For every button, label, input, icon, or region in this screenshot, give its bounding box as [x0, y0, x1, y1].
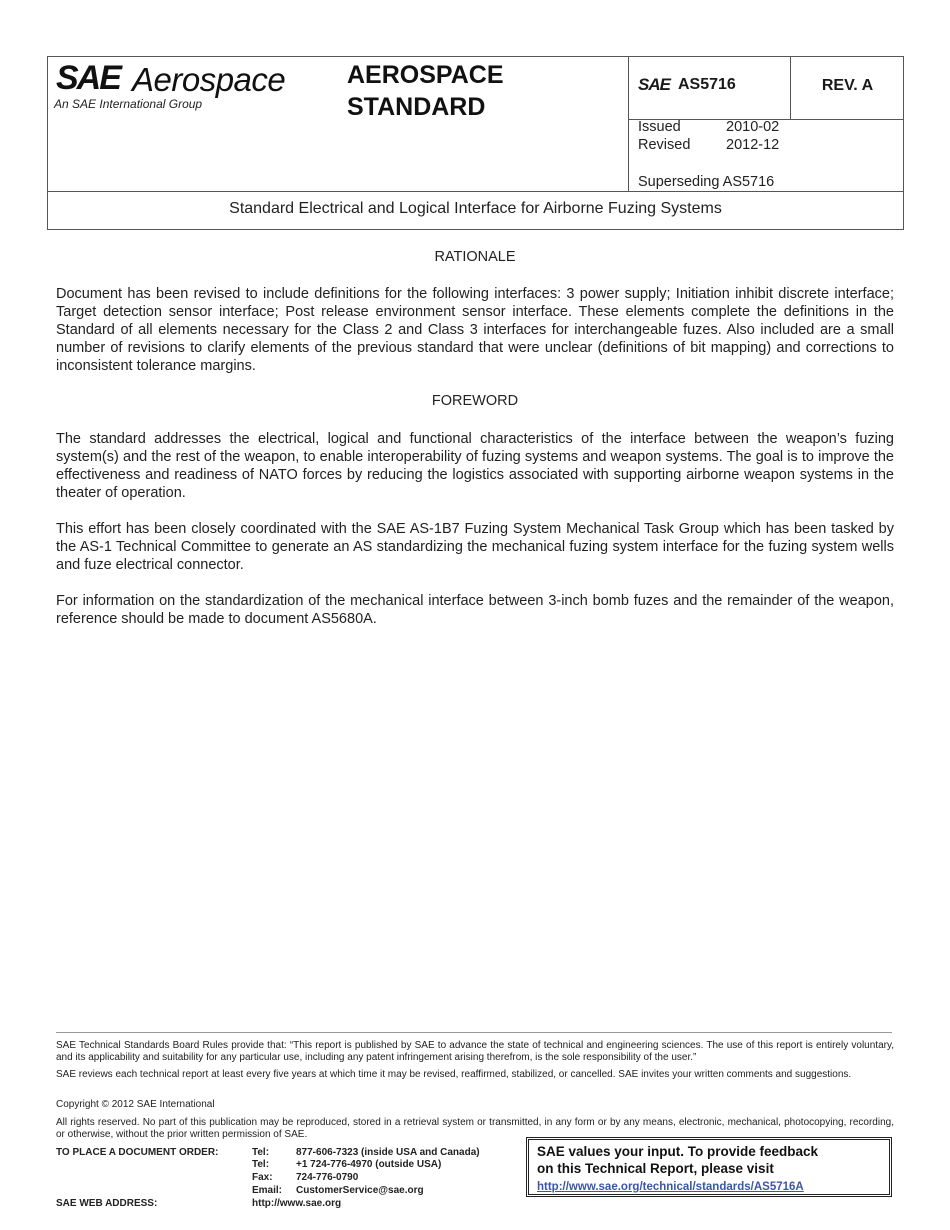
contact-row: [252, 1159, 441, 1170]
feedback-link[interactable]: http://www.sae.org/technical/standards/AS5716A: [537, 1181, 804, 1193]
standard-type: [347, 59, 504, 123]
revised-date: 2012-12: [726, 137, 780, 153]
board-rules-note: SAE Technical Standards Board Rules provide that: “This report is published by SAE to advance the state of technical and engineering sciences. The use of this report is entirely voluntary, and its applicability and suitability for any particular use, including any patent infringement arising therefrom, is the sole responsibility of the user.”: [56, 1040, 894, 1063]
contact-label: Email:: [252, 1185, 283, 1196]
order-label: TO PLACE A DOCUMENT ORDER:: [56, 1147, 219, 1158]
superseding-note: Superseding AS5716: [638, 174, 775, 190]
logo-tagline: An SAE International Group: [54, 97, 203, 111]
foreword-heading: FOREWORD: [431, 393, 519, 409]
rationale-paragraph: Document has been revised to include definitions for the following interfaces: 3 power supply; Initiation inhibit discrete interface; Target detection sensor interface; Post release environment sensor interface. These elements complete the definitions in the Standard of all elements necessary for the Class 2 and Class 3 interfaces for interchangeable fuzes. Also included are a small number of revisions to clarify elements of the previous standard that were unclear (definitions of bit mapping) and corrections to inconsistent tolerance margins.: [56, 286, 894, 374]
feedback-line-1: SAE values your input. To provide feedback: [537, 1144, 819, 1159]
sae-mini-logo: SAE: [638, 75, 670, 94]
feedback-box: [526, 1137, 892, 1197]
footer-rule: [56, 1032, 892, 1033]
document-number: AS5716: [677, 76, 736, 93]
foreword-paragraph-2: This effort has been closely coordinated with the SAE AS-1B7 Fuzing System Mechanical Task Group which has been tasked by the AS-1 Technical Committee to generate an AS standardizing the mechanical fuzing system interface for the fuzing system wells and fuze electrical connector.: [56, 521, 894, 573]
document-number-cell: [638, 75, 736, 95]
feedback-line-2: on this Technical Report, please visit: [537, 1161, 774, 1176]
aerospace-logo-word: Aerospace: [132, 61, 286, 98]
review-note: SAE reviews each technical report at least every five years at which time it may be revised, reaffirmed, stabilized, or cancelled. SAE invites your written comments and suggestions.: [56, 1069, 852, 1080]
contact-value: 724-776-0790: [296, 1172, 359, 1183]
sae-logo: SAE: [56, 59, 120, 97]
divider: [628, 57, 629, 191]
issued-label: Issued: [638, 119, 681, 135]
standard-type-line1: AEROSPACE: [347, 61, 504, 89]
revision-label: REV. A: [821, 77, 874, 94]
contact-label: Tel:: [252, 1159, 270, 1170]
issued-row: [638, 119, 779, 135]
standard-type-line2: STANDARD: [347, 93, 486, 121]
contact-row: [252, 1172, 358, 1183]
web-address-link[interactable]: http://www.sae.org: [252, 1198, 342, 1209]
contact-row: [252, 1147, 480, 1158]
revised-row: [638, 137, 779, 153]
contact-label: Tel:: [252, 1147, 270, 1158]
web-address-label: SAE WEB ADDRESS:: [56, 1198, 158, 1209]
revised-label: Revised: [638, 137, 691, 153]
contact-email[interactable]: CustomerService@sae.org: [296, 1185, 424, 1196]
document-title: Standard Electrical and Logical Interface for Airborne Fuzing Systems: [229, 200, 722, 217]
rationale-heading: RATIONALE: [434, 249, 516, 265]
contact-value: 877-606-7323 (inside USA and Canada): [296, 1147, 480, 1158]
contact-value: +1 724-776-4970 (outside USA): [296, 1159, 442, 1170]
foreword-paragraph-3: For information on the standardization of the mechanical interface between 3-inch bomb fuzes and the remainder of the weapon, reference should be made to document AS5680A.: [56, 593, 894, 627]
divider: [48, 191, 903, 192]
contact-row: [252, 1185, 424, 1196]
foreword-paragraph-1: The standard addresses the electrical, logical and functional characteristics of the interface between the weapon’s fuzing system(s) and the rest of the weapon, to enable interoperability of fuzing systems and weapon systems. The goal is to improve the effectiveness and readiness of NATO forces by reducing the logistics associated with supporting airborne weapon systems in the theater of operation.: [56, 431, 894, 501]
copyright-note: Copyright © 2012 SAE International: [56, 1099, 215, 1110]
contact-label: Fax:: [252, 1172, 273, 1183]
rights-note: All rights reserved. No part of this publication may be reproduced, stored in a retrieval system or transmitted, in any form or by any means, electronic, mechanical, photocopying, recording, or otherwise, without the prior written permission of SAE.: [56, 1117, 894, 1140]
document-header: [47, 56, 904, 230]
issued-date: 2010-02: [726, 119, 780, 135]
